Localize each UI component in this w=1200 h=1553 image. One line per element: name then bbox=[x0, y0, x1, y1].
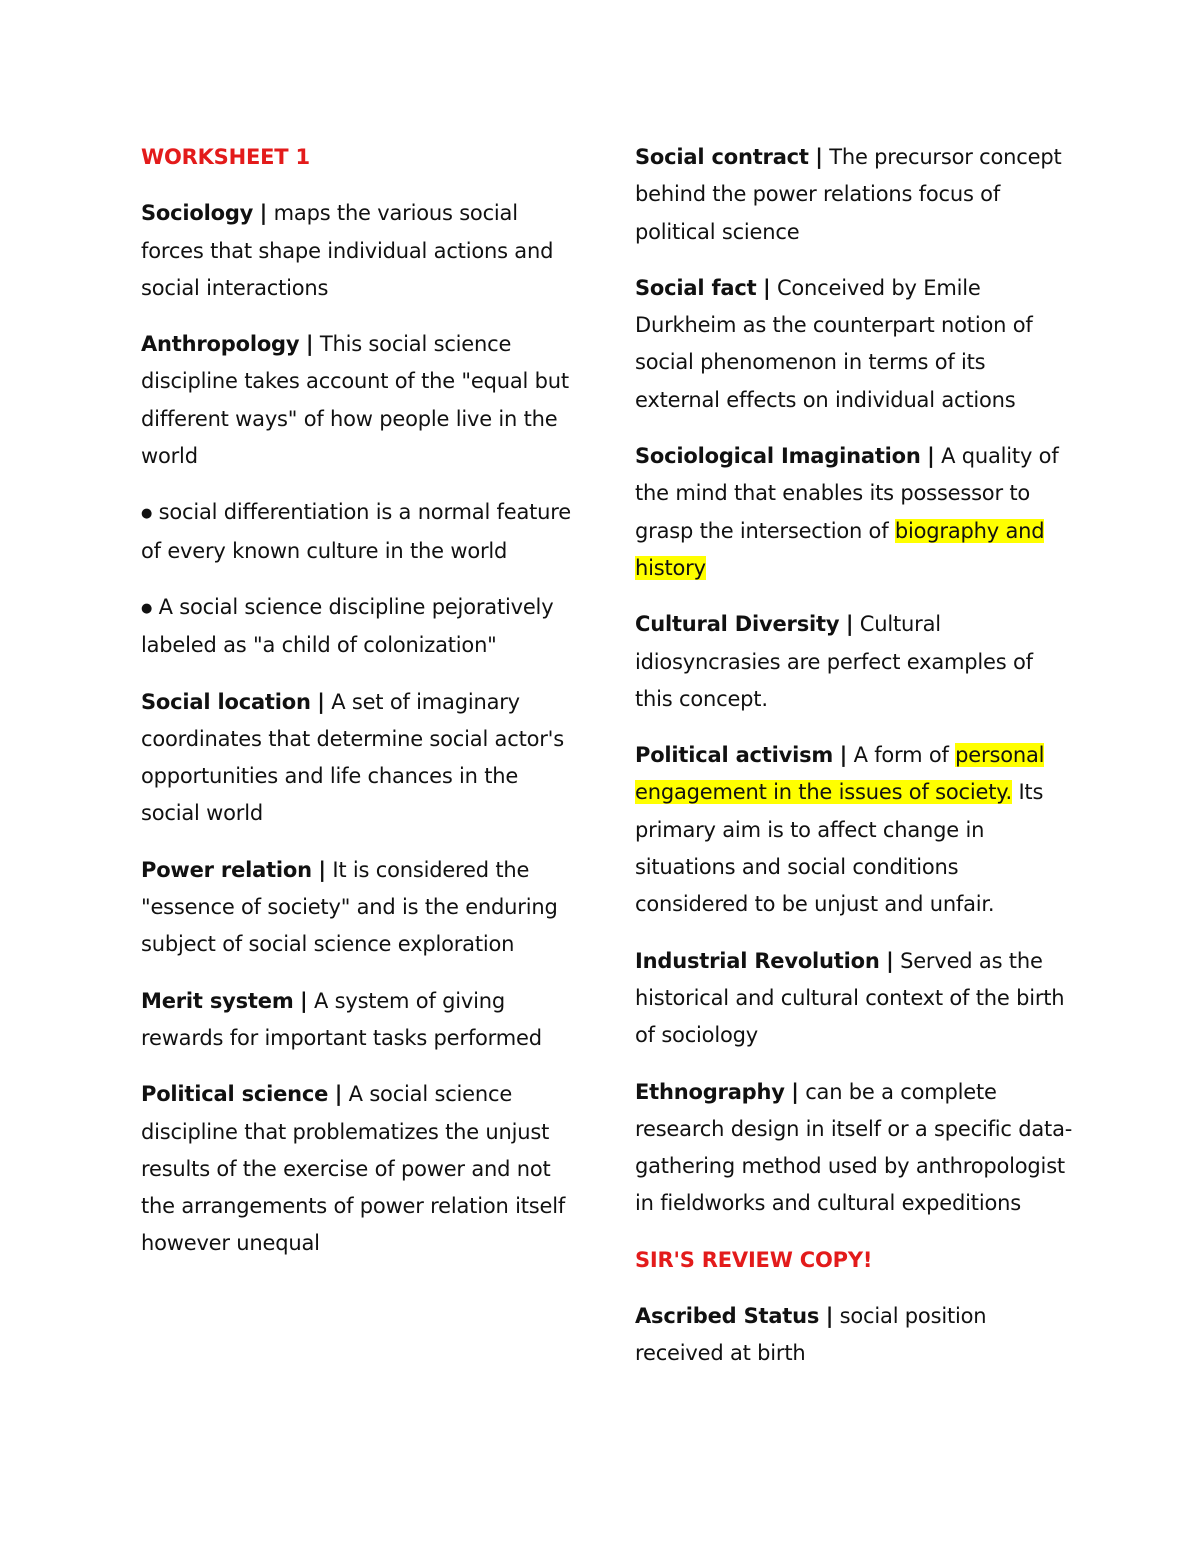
separator: | bbox=[845, 612, 854, 637]
entry-sociological-imagination bbox=[635, 438, 1075, 587]
definition-sociology: maps the various social forces that shape individual actions and social interactions bbox=[141, 201, 554, 300]
separator: | bbox=[839, 743, 848, 768]
entry-political-science bbox=[141, 1076, 571, 1262]
definition-merit-system: A system of giving rewards for important tasks performed bbox=[141, 988, 542, 1050]
entry-social-fact bbox=[635, 270, 1075, 419]
definition-cultural-diversity: Cultural idiosyncrasies are perfect examples of this concept. bbox=[635, 612, 1033, 711]
separator: | bbox=[299, 988, 308, 1013]
right-column bbox=[635, 139, 1075, 1392]
term-merit-system: Merit system bbox=[141, 988, 294, 1013]
definition-ascribed-status: social position received at birth bbox=[635, 1304, 987, 1366]
separator: | bbox=[762, 275, 771, 300]
definition-ethnography: can be a complete research design in itself or a specific data-gathering method used by anthropologist in fieldworks and cultural expeditions bbox=[635, 1079, 1073, 1216]
entry-merit-system bbox=[141, 983, 571, 1058]
review-title: SIR'S REVIEW COPY! bbox=[635, 1247, 873, 1272]
term-industrial-revolution: Industrial Revolution bbox=[635, 948, 880, 973]
entry-cultural-diversity bbox=[635, 606, 1075, 718]
separator: | bbox=[825, 1304, 834, 1329]
separator: | bbox=[305, 332, 314, 357]
bullet-item bbox=[141, 494, 571, 570]
definition-social-location: A set of imaginary coordinates that determine social actor's opportunities and life chances in the social world bbox=[141, 689, 564, 826]
definition-political-activism: A form of bbox=[853, 743, 949, 768]
term-power-relation: Power relation bbox=[141, 857, 312, 882]
entry-power-relation bbox=[141, 852, 571, 964]
term-sociological-imagination: Sociological Imagination bbox=[635, 444, 921, 469]
term-cultural-diversity: Cultural Diversity bbox=[635, 612, 840, 637]
definition-power-relation: It is considered the "essence of society" and is the enduring subject of social science exploration bbox=[141, 857, 558, 957]
definition-industrial-revolution: Served as the historical and cultural context of the birth of sociology bbox=[635, 948, 1065, 1048]
separator: | bbox=[886, 948, 894, 973]
entry-anthropology bbox=[141, 326, 571, 475]
definition-social-contract: The precursor concept behind the power relations focus of political science bbox=[635, 145, 1062, 244]
entry-ethnography bbox=[635, 1074, 1075, 1223]
bullet-text: social differentiation is a normal feature of every known culture in the world bbox=[141, 500, 571, 563]
worksheet-title: WORKSHEET 1 bbox=[141, 145, 310, 169]
entry-industrial-revolution bbox=[635, 943, 1075, 1055]
term-social-location: Social location bbox=[141, 689, 311, 714]
separator: | bbox=[815, 145, 823, 169]
separator: | bbox=[317, 689, 325, 714]
left-column bbox=[141, 139, 571, 1282]
term-anthropology: Anthropology bbox=[141, 332, 300, 357]
bullet-text: A social science discipline pejoratively labeled as "a child of colonization" bbox=[141, 594, 554, 658]
entry-social-contract bbox=[635, 139, 1075, 251]
bullet-icon: ● bbox=[141, 506, 153, 522]
separator: | bbox=[791, 1079, 799, 1104]
separator: | bbox=[259, 201, 268, 226]
definition-political-activism-rest: Its primary aim is to affect change in situations and social conditions considered to be unjust and unfair. bbox=[635, 780, 1044, 917]
entry-social-location bbox=[141, 684, 571, 833]
entry-ascribed-status bbox=[635, 1298, 1075, 1373]
separator: | bbox=[927, 444, 935, 469]
term-political-activism: Political activism bbox=[635, 743, 834, 768]
definition-anthropology: This social science discipline takes account of the "equal but different ways" of how people live in the world bbox=[141, 332, 569, 469]
term-ethnography: Ethnography bbox=[635, 1079, 785, 1104]
definition-sociological-imagination: A quality of the mind that enables its possessor to grasp the intersection of bbox=[635, 444, 1059, 543]
definition-political-science: A social science discipline that problematizes the unjust results of the exercise of power and not the arrangements of power relation itself however unequal bbox=[141, 1082, 566, 1256]
separator: | bbox=[334, 1082, 343, 1107]
term-sociology: Sociology bbox=[141, 201, 254, 226]
bullet-icon: ● bbox=[141, 600, 153, 616]
entry-political-activism bbox=[635, 737, 1075, 923]
definition-social-fact: Conceived by Emile Durkheim as the counterpart notion of social phenomenon in terms of its external effects on individual actions bbox=[635, 275, 1033, 412]
term-ascribed-status: Ascribed Status bbox=[635, 1304, 820, 1329]
highlighted-text: personal engagement in the issues of society. bbox=[635, 743, 1045, 805]
term-political-science: Political science bbox=[141, 1082, 329, 1107]
bullet-item bbox=[141, 589, 571, 665]
separator: | bbox=[318, 857, 326, 882]
highlighted-text: biography and history bbox=[635, 518, 1045, 580]
term-social-fact: Social fact bbox=[635, 275, 757, 300]
entry-sociology bbox=[141, 195, 571, 307]
term-social-contract: Social contract bbox=[635, 145, 809, 169]
